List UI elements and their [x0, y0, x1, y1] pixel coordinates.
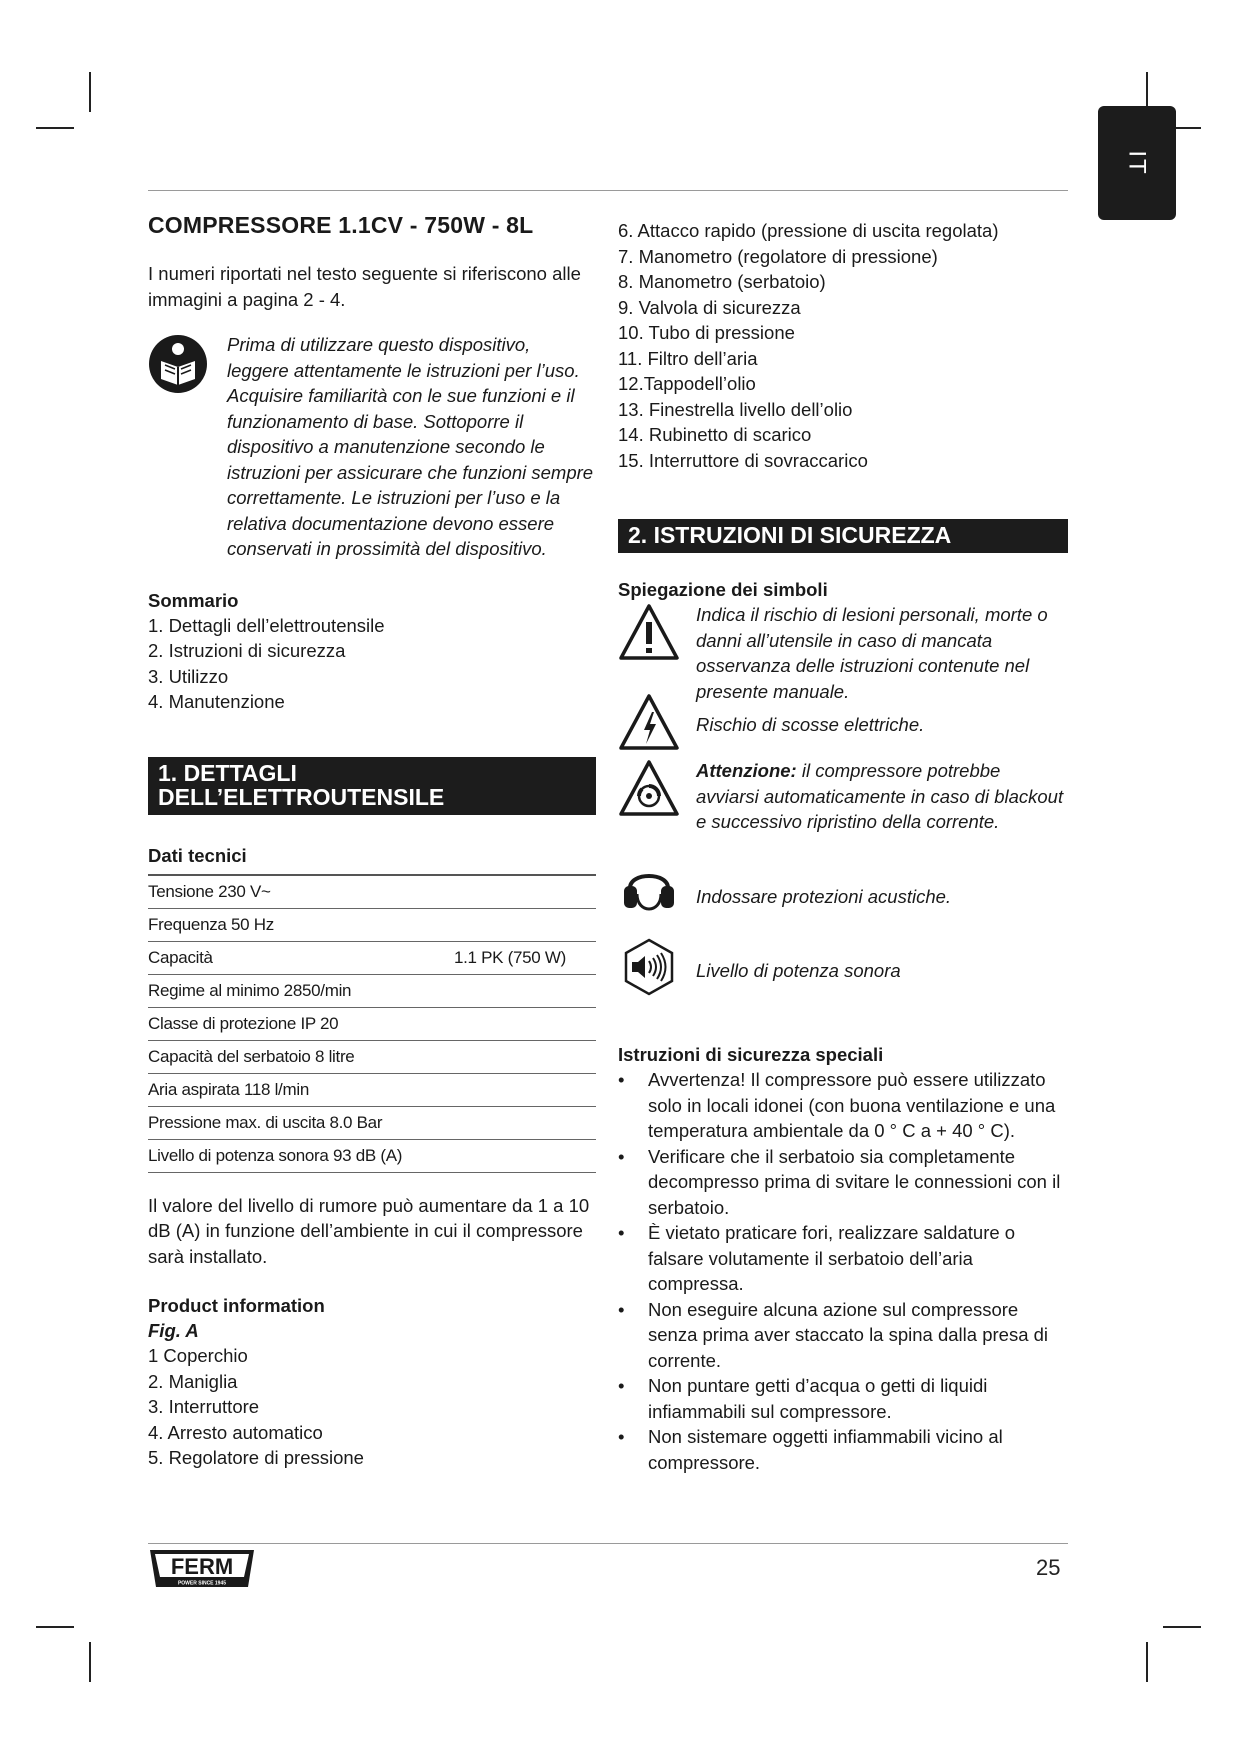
crop-mark: [36, 127, 74, 129]
symbol-text: Indossare protezioni acustiche.: [696, 886, 952, 907]
electric-shock-icon: [618, 692, 680, 754]
list-item: 1 Coperchio: [148, 1345, 248, 1366]
symbol-auto-start: [618, 758, 1068, 860]
product-title: COMPRESSORE 1.1CV - 750W - 8L: [148, 212, 534, 238]
spec-label: Capacità: [148, 947, 213, 967]
crop-mark: [1163, 1626, 1201, 1628]
list-item: • Avvertenza! Il compressore può essere utilizzato solo in locali idonei (con buona ventilazione e una temperatura ambientale da 0 ° C a + 40 ° C).: [618, 1067, 1068, 1144]
symbol-text-strong: Attenzione:: [696, 760, 797, 781]
special-instructions-list: [618, 1067, 1068, 1475]
language-code: IT: [1123, 150, 1151, 176]
parts-list: [148, 1343, 596, 1471]
list-item: 3. Interruttore: [148, 1396, 260, 1417]
spec-label: Pressione max. di uscita 8.0 Bar: [148, 1112, 383, 1132]
parts-list-continued: [618, 218, 1068, 473]
list-item: 9. Valvola di sicurezza: [618, 296, 801, 318]
list-item: 10. Tubo di pressione: [618, 322, 795, 343]
list-item: • È vietato praticare fori, realizzare saldature o falsare volutamente il serbatoio dell’aria compressa.: [618, 1220, 1068, 1297]
list-item: 2. Maniglia: [148, 1370, 238, 1392]
section-heading-details: [148, 757, 596, 815]
intro-text: I numeri riportati nel testo seguente si riferiscono alle immagini a pagina 2 - 4.: [148, 263, 581, 310]
warning-triangle-icon: [618, 602, 680, 664]
spec-label: Aria aspirata 118 l/min: [148, 1079, 309, 1099]
section-heading-line: DELL’ELETTROUTENSILE: [158, 783, 445, 810]
list-item: 8. Manometro (serbatoio): [618, 271, 826, 292]
auto-start-icon: [618, 758, 680, 820]
logo-tagline: POWER SINCE 1945: [177, 1580, 227, 1587]
read-manual-icon: [148, 334, 208, 394]
list-item: 3. Utilizzo: [148, 665, 229, 687]
table-row: [148, 909, 596, 942]
crop-mark: [1146, 1642, 1148, 1682]
list-item: 2. Istruzioni di sicurezza: [148, 640, 346, 661]
table-row: [148, 975, 596, 1008]
sound-power-icon: [618, 936, 680, 998]
top-rule: [148, 190, 1068, 191]
symbols-title: Spiegazione dei simboli: [618, 579, 828, 600]
language-tab: [1098, 106, 1176, 220]
spec-table: [148, 874, 596, 1173]
symbol-electric-shock: [618, 704, 1068, 754]
summary-title: Sommario: [148, 589, 239, 611]
section-heading-line: 1. DETTAGLI: [158, 759, 297, 786]
manual-warning-text: Prima di utilizzare questo dispositivo, leggere attentamente le istruzioni per l’uso. Acquisire familiarità con le sue funzioni e il funzionamento di base. Sottoporre il dispositivo a manutenzione secondo le istruzioni per assicurare che funzioni sempre correttamente. Le istruzioni per l’uso e la relativa documentazione devono essere conservati in prossimità del dispositivo.: [227, 334, 594, 559]
crop-mark: [89, 72, 91, 112]
symbol-text: Rischio di scosse elettriche.: [696, 714, 925, 735]
noise-note: Il valore del livello di rumore può aumentare da 1 a 10 dB (A) in funzione dell’ambiente in cui il compressore sarà installato.: [148, 1194, 590, 1267]
special-instructions-title: Istruzioni di sicurezza speciali: [618, 1044, 884, 1065]
table-row: [148, 1107, 596, 1140]
list-item: 12.Tappodell’olio: [618, 373, 756, 394]
page-number: 25: [1036, 1555, 1061, 1580]
list-item: 11. Filtro dell’aria: [618, 347, 758, 369]
table-row: [148, 876, 596, 909]
symbol-text-rest: il compressore potrebbe avviarsi automaticamente in caso di blackout e successivo ripristino della corrente.: [696, 760, 1064, 832]
bottom-rule: [148, 1543, 1068, 1544]
summary-list: [148, 613, 596, 715]
right-column: [618, 218, 1068, 1475]
list-item: • Verificare che il serbatoio sia completamente decompresso prima di svitare le connessioni con il serbatoio.: [618, 1144, 1068, 1221]
ear-protection-icon: [618, 862, 680, 924]
list-item: 4. Arresto automatico: [148, 1421, 323, 1443]
spec-label: Tensione 230 V~: [148, 881, 271, 901]
list-item: 13. Finestrella livello dell’olio: [618, 398, 853, 420]
spec-label: Regime al minimo 2850/min: [148, 980, 352, 1000]
table-row: [148, 1074, 596, 1107]
tech-data-title: Dati tecnici: [148, 844, 247, 866]
figure-label: Fig. A: [148, 1320, 199, 1341]
list-item: • Non puntare getti d’acqua o getti di liquidi infiammabili sul compressore.: [618, 1373, 1068, 1424]
symbol-sound-power: [618, 936, 1068, 1020]
spec-value: 1.1 PK (750 W): [453, 947, 566, 967]
symbol-general-warning: [618, 602, 1068, 704]
symbol-text: Livello di potenza sonora: [696, 960, 901, 981]
list-item: 6. Attacco rapido (pressione di uscita regolata): [618, 220, 999, 241]
symbol-text: Indica il rischio di lesioni personali, morte o danni all’utensile in caso di mancata osservanza delle istruzioni contenute nel presente manuale.: [696, 604, 1048, 702]
table-row: [148, 1041, 596, 1074]
spec-label: Frequenza 50 Hz: [148, 914, 274, 934]
section-heading-safety: 2. ISTRUZIONI DI SICUREZZA: [618, 519, 1068, 553]
list-item: • Non eseguire alcuna azione sul compressore senza prima aver staccato la spina dalla presa di corrente.: [618, 1297, 1068, 1374]
crop-mark: [36, 1626, 74, 1628]
table-row: [148, 1140, 596, 1173]
table-row: [148, 1008, 596, 1041]
list-item: 4. Manutenzione: [148, 691, 285, 712]
list-item: 5. Regolatore di pressione: [148, 1447, 364, 1468]
list-item: 1. Dettagli dell’elettroutensile: [148, 614, 385, 636]
product-info-title: Product information: [148, 1295, 325, 1316]
spec-label: Classe di protezione IP 20: [148, 1013, 339, 1033]
spec-label: Capacità del serbatoio 8 litre: [148, 1046, 355, 1066]
spec-label: Livello di potenza sonora 93 dB (A): [148, 1145, 403, 1165]
left-column: [148, 212, 596, 1471]
symbol-text: [696, 758, 1068, 835]
logo-text: FERM: [170, 1554, 234, 1579]
crop-mark: [89, 1642, 91, 1682]
list-item: 14. Rubinetto di scarico: [618, 424, 812, 445]
symbol-ear-protection: [618, 862, 1068, 932]
list-item: • Non sistemare oggetti infiammabili vicino al compressore.: [618, 1424, 1068, 1475]
manual-warning: [148, 332, 596, 562]
ferm-logo: [148, 1547, 256, 1593]
table-row: [148, 942, 596, 975]
list-item: 15. Interruttore di sovraccarico: [618, 449, 868, 471]
list-item: 7. Manometro (regolatore di pressione): [618, 245, 938, 267]
